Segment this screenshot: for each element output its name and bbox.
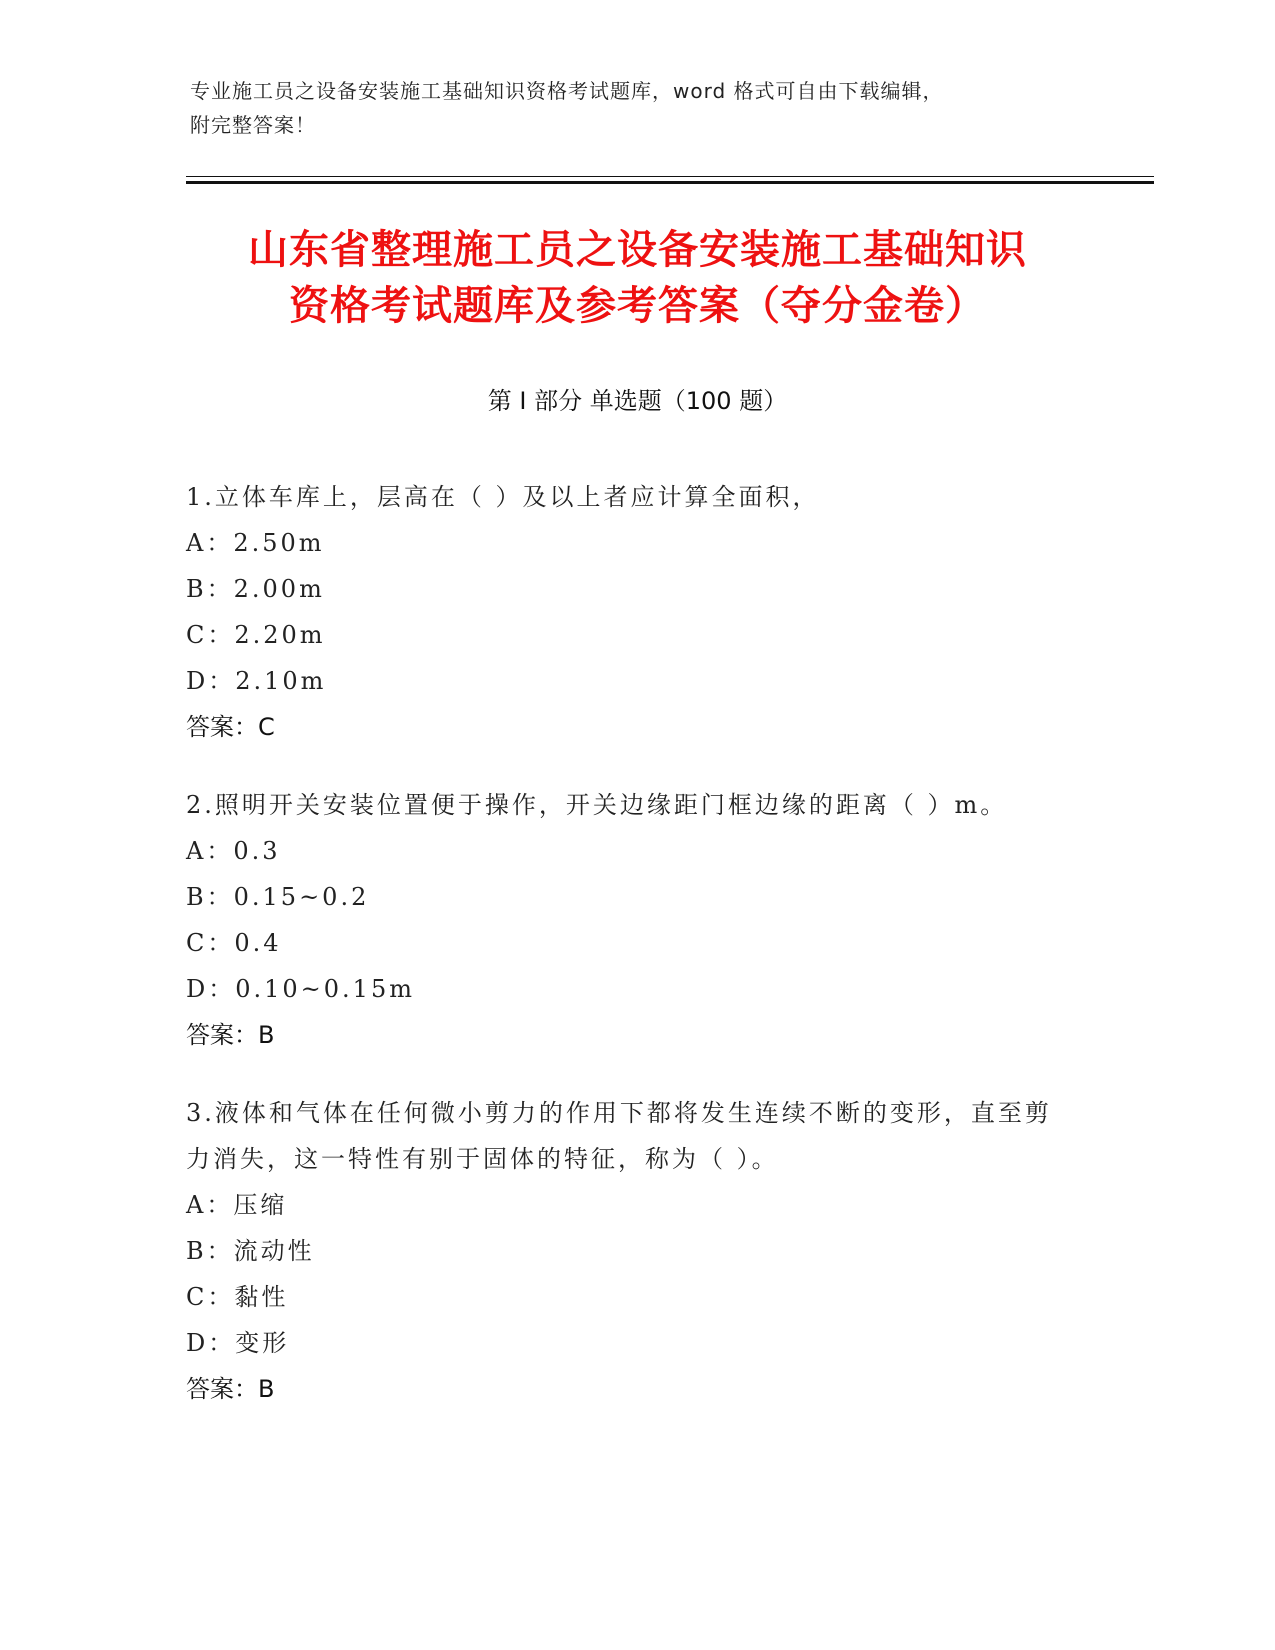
header-divider-thin bbox=[186, 176, 1154, 177]
option-d: D：2.10m bbox=[186, 667, 327, 695]
header-note bbox=[190, 74, 1090, 142]
option-c: C：2.20m bbox=[186, 621, 326, 649]
option-d: D：变形 bbox=[186, 1329, 290, 1357]
question-text: 3.液体和气体在任何微小剪力的作用下都将发生连续不断的变形，直至剪力消失，这一特性有别于固体的特征，称为（ ）。 bbox=[186, 1099, 1052, 1173]
question-text: 1.立体车库上，层高在（ ）及以上者应计算全面积， bbox=[186, 483, 820, 511]
answer: 答案：B bbox=[186, 1021, 275, 1049]
option-a: A：0.3 bbox=[186, 837, 281, 865]
question-text: 2.照明开关安装位置便于操作，开关边缘距门框边缘的距离（ ）m。 bbox=[186, 791, 1008, 819]
header-note-line-1: 专业施工员之设备安装施工基础知识资格考试题库，word 格式可自由下载编辑， bbox=[190, 79, 944, 103]
answer: 答案：C bbox=[186, 713, 275, 741]
section-heading: 第 I 部分 单选题（100 题） bbox=[487, 387, 788, 415]
option-a: A：2.50m bbox=[186, 529, 325, 557]
option-c: C：0.4 bbox=[186, 929, 282, 957]
document-title-line-1: 山东省整理施工员之设备安装施工基础知识 bbox=[248, 227, 1027, 273]
question-list bbox=[186, 474, 1086, 1444]
header-note-line-2: 附完整答案！ bbox=[190, 113, 316, 137]
question-1 bbox=[186, 474, 1086, 750]
document-title bbox=[140, 222, 1135, 334]
option-d: D：0.10~0.15m bbox=[186, 975, 415, 1003]
question-3 bbox=[186, 1090, 1086, 1412]
question-2 bbox=[186, 782, 1086, 1058]
option-a: A：压缩 bbox=[186, 1191, 288, 1219]
option-b: B：流动性 bbox=[186, 1237, 315, 1265]
document-title-line-2: 资格考试题库及参考答案（夺分金卷） bbox=[289, 283, 986, 329]
option-b: B：0.15~0.2 bbox=[186, 883, 370, 911]
header-divider-thick bbox=[186, 181, 1154, 184]
option-b: B：2.00m bbox=[186, 575, 325, 603]
answer: 答案：B bbox=[186, 1375, 275, 1403]
option-c: C：黏性 bbox=[186, 1283, 289, 1311]
